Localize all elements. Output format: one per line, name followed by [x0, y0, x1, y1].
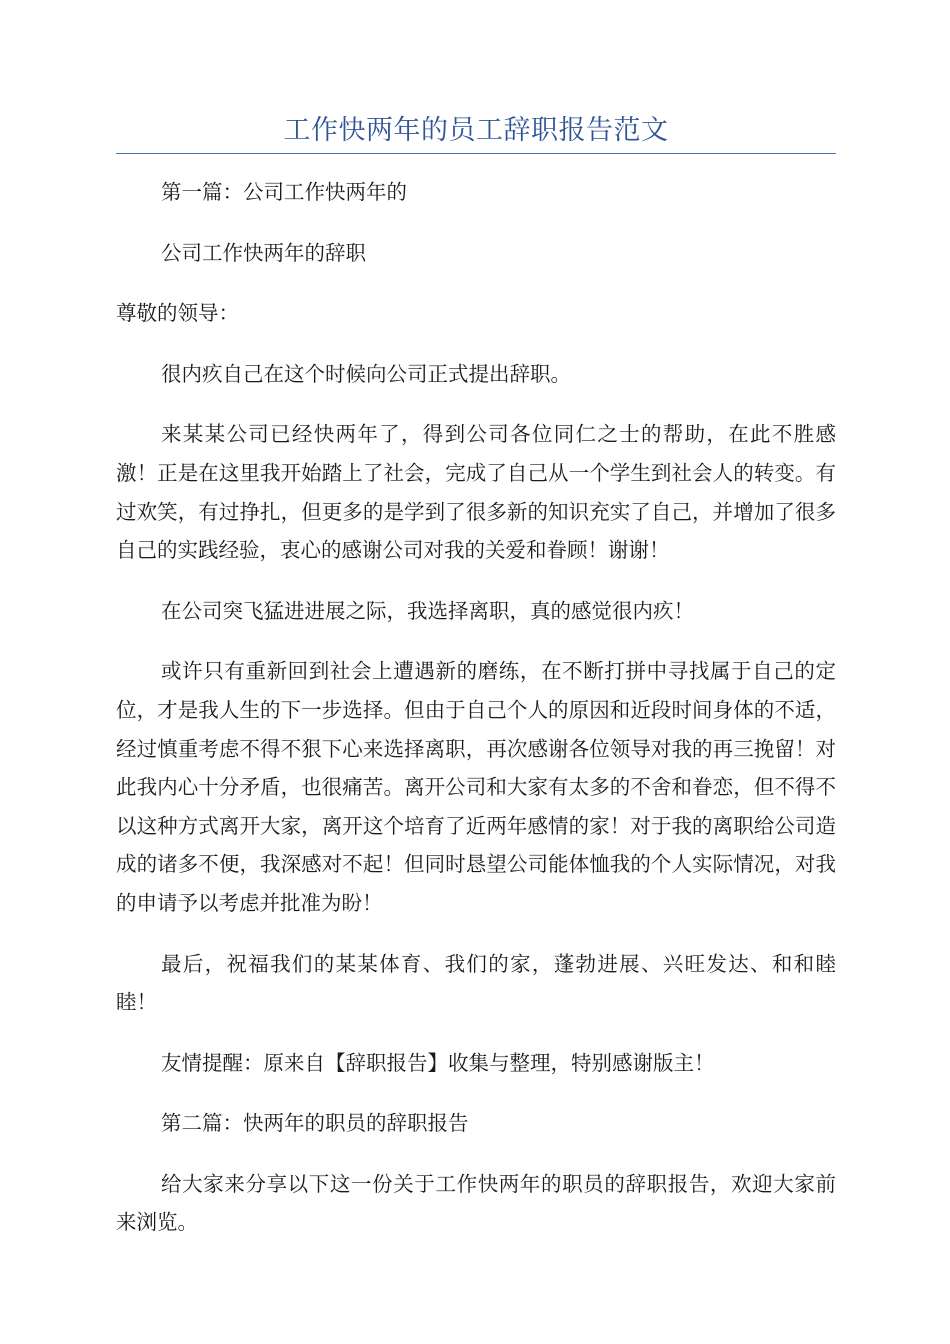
document-title: 工作快两年的员工辞职报告范文 [283, 115, 669, 146]
paragraph: 很内疚自己在这个时候向公司正式提出辞职。 [161, 361, 571, 386]
paragraph: 来某某公司已经快两年了，得到公司各位同仁之士的帮助，在此不胜感激！正是在这里我开始踏上了社会，完成了自己从一个学生到社会人的转变。有过欢笑，有过挣扎，但更多的是学到了很多新的知识充实了自己，并增加了很多自己的实践经验，衷心的感谢公司对我的关爱和眷顾！谢谢！ [116, 422, 836, 563]
paragraph: 或许只有重新回到社会上遭遇新的磨练，在不断打拼中寻找属于自己的定位，才是我人生的下一步选择。但由于自己个人的原因和近段时间身体的不适，经过慎重考虑不得不狠下心来选择离职，再次感谢各位领导对我的再三挽留！对此我内心十分矛盾，也很痛苦。离开公司和大家有太多的不舍和眷恋，但不得不以这种方式离开大家，离开这个培育了近两年感情的家！对于我的离职给公司造成的诸多不便，我深感对不起！但同时恳望公司能体恤我的个人实际情况，对我的申请予以考虑并批准为盼！ [116, 659, 836, 915]
section-heading: 第二篇：快两年的职员的辞职报告 [161, 1111, 469, 1136]
document-body [116, 173, 836, 1264]
paragraph: 最后，祝福我们的某某体育、我们的家，蓬勃进展、兴旺发达、和和睦睦！ [116, 951, 836, 1015]
paragraph: 第一篇：公司工作快两年的 [161, 180, 407, 204]
paragraph: 给大家来分享以下这一份关于工作快两年的职员的辞职报告，欢迎大家前来浏览。 [116, 1171, 836, 1235]
salutation: 尊敬的领导： [116, 301, 239, 326]
paragraph: 友情提醒：原来自【辞职报告】收集与整理，特别感谢版主！ [161, 1050, 715, 1075]
title-underline [116, 153, 836, 154]
paragraph: 公司工作快两年的辞职 [161, 240, 366, 265]
paragraph: 在公司突飞猛进进展之际，我选择离职，真的感觉很内疚！ [161, 598, 694, 623]
